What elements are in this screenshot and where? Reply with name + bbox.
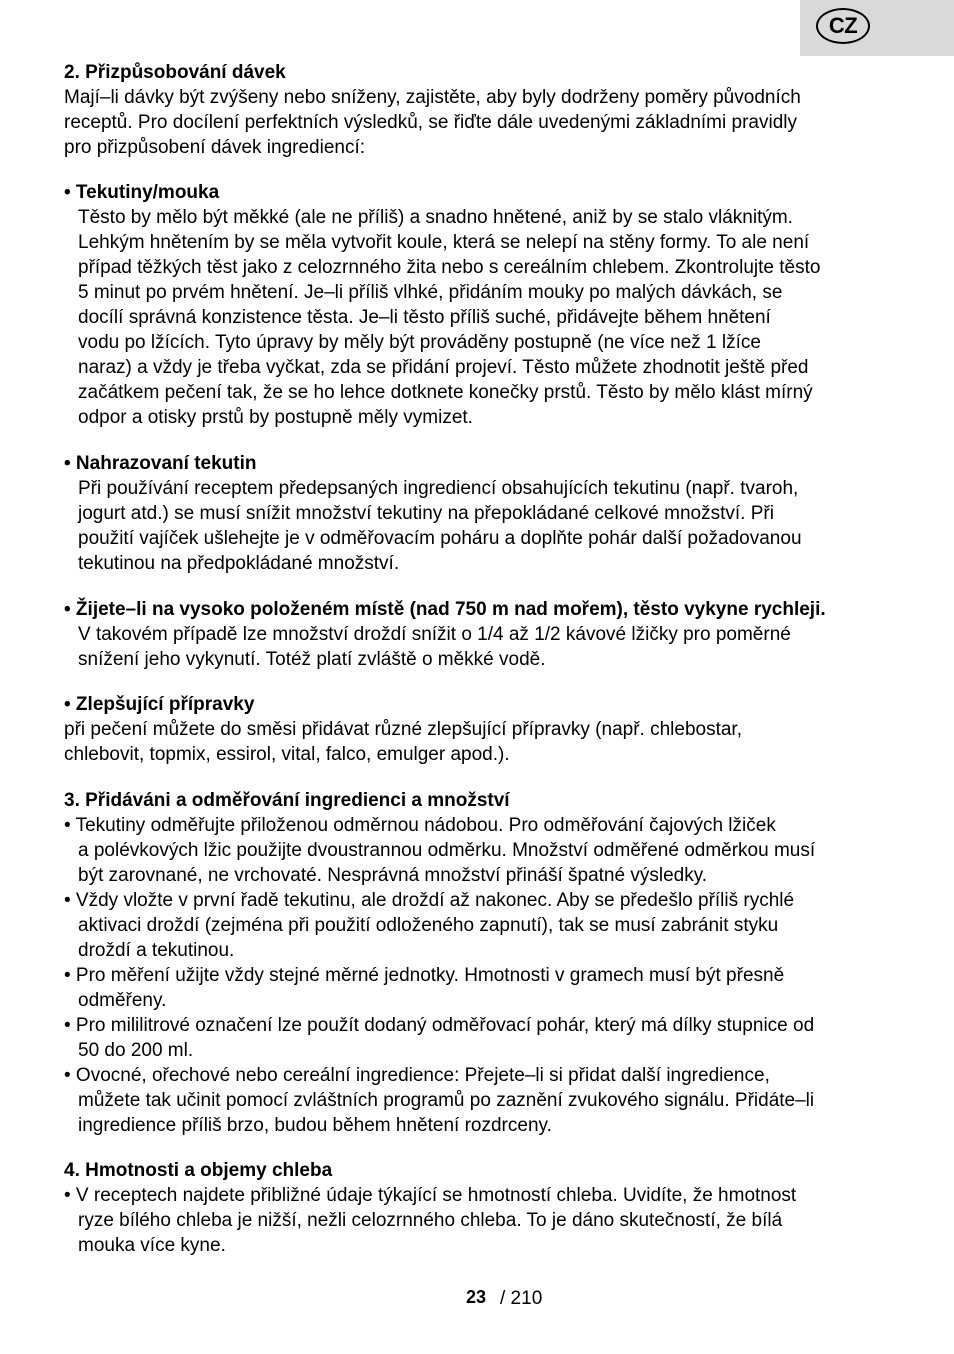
text-line: použití vajíček ušlehejte je v odměřovacím poháru a doplňte pohár další požadovanou xyxy=(78,528,802,549)
bullet-heading: • Žijete–li na vysoko položeném místě (nad 750 m nad mořem), těsto vykyne rychleji. xyxy=(64,599,826,620)
text-line: 5 minut po prvém hnětení. Je–li příliš vlhké, přidáním mouky po malých dávkách, se xyxy=(78,282,783,303)
bullet-item: • Vždy vložte v první řadě tekutinu, ale droždí až nakonec. Aby se předešlo příliš rychlé xyxy=(64,890,795,911)
language-badge: CZ xyxy=(816,8,870,44)
text-line: aktivaci droždí (zejména při použití odloženého zapnutí), tak se musí zabránit styku xyxy=(78,915,779,936)
text-line: naraz) a vždy je třeba vyčkat, zda se přidání projeví. Těsto můžete zhodnotit ještě před xyxy=(78,357,809,378)
text-line: mouka více kyne. xyxy=(78,1235,226,1256)
section-heading: 2. Přizpůsobování dávek xyxy=(64,62,286,83)
text-line: Mají–li dávky být zvýšeny nebo sníženy, zajistěte, aby byly dodrženy poměry původních xyxy=(64,87,801,108)
text-line: droždí a tekutinou. xyxy=(78,940,235,961)
text-line: 50 do 200 ml. xyxy=(78,1040,194,1061)
language-tab xyxy=(800,0,954,56)
text-line: při pečení můžete do směsi přidávat různé zlepšující přípravky (např. chlebostar, xyxy=(64,719,742,740)
text-line: pro přizpůsobení dávek ingrediencí: xyxy=(64,137,366,158)
text-line: začátkem pečení tak, že se ho lehce dotknete konečky prstů. Těsto by mělo klást mírný xyxy=(78,382,813,403)
text-line: docílí správná konzistence těsta. Je–li těsto příliš suché, přidávejte během hnětení xyxy=(78,307,771,328)
bullet-item: • Tekutiny odměřujte přiloženou odměrnou nádobou. Pro odměřování čajových lžiček xyxy=(64,815,776,836)
text-line: tekutinou na předpokládané množství. xyxy=(78,553,400,574)
text-line: ryze bílého chleba je nižší, nežli celozrnného chleba. To je dáno skutečností, že bílá xyxy=(78,1210,783,1231)
page-footer xyxy=(0,1286,954,1311)
bullet-item: • Pro měření užijte vždy stejné měrné jednotky. Hmotnosti v gramech musí být přesně xyxy=(64,965,785,986)
text-line: být zarovnané, ne vrchovaté. Nesprávná množství přináší špatné výsledky. xyxy=(78,865,708,886)
text-line: Lehkým hnětením by se měla vytvořit koule, která se nelepí na stěny formy. To ale není xyxy=(78,232,810,253)
text-line: odpor a otisky prstů by postupně měly vymizet. xyxy=(78,407,473,428)
text-line: případ těžkých těst jako z celozrnného žita nebo s cereálním chlebem. Zkontrolujte těsto xyxy=(78,257,821,278)
bullet-heading: • Nahrazovaní tekutin xyxy=(64,453,257,474)
bullet-item: • Pro mililitrové označení lze použít dodaný odměřovací pohár, který má dílky stupnice od xyxy=(64,1015,815,1036)
bullet-item: • V receptech najdete přibližné údaje týkající se hmotností chleba. Uvidíte, že hmotnost xyxy=(64,1185,797,1206)
text-line: Těsto by mělo být měkké (ale ne příliš) a snadno hnětené, aniž by se stalo vláknitým. xyxy=(78,207,793,228)
section-heading: 3. Přidáváni a odměřování ingredienci a množství xyxy=(64,790,510,811)
section-heading: 4. Hmotnosti a objemy chleba xyxy=(64,1160,333,1181)
text-line: odměřeny. xyxy=(78,990,167,1011)
text-line: můžete tak učinit pomocí zvláštních programů po zaznění zvukového signálu. Přidáte–li xyxy=(78,1090,815,1111)
bullet-heading: • Zlepšující přípravky xyxy=(64,694,255,715)
text-line: vodu po lžících. Tyto úpravy by měly být prováděny postupně (ne více než 1 lžíce xyxy=(78,332,761,353)
text-line: ingredience příliš brzo, budou během hnětení rozdrceny. xyxy=(78,1115,552,1136)
text-line: receptů. Pro docílení perfektních výsledků, se řiďte dále uvedenými základními pravidly xyxy=(64,112,797,133)
text-line: V takovém případě lze množství droždí snížit o 1/4 až 1/2 kávové lžičky pro poměrné xyxy=(78,624,791,645)
text-line: a polévkových lžic použijte dvoustrannou odměrku. Množství odměřené odměrkou musí xyxy=(78,840,816,861)
text-line: snížení jeho vykynutí. Totéž platí zvláště o měkké vodě. xyxy=(78,649,546,670)
text-line: Při používání receptem předepsaných ingrediencí obsahujících tekutinu (např. tvaroh, xyxy=(78,478,799,499)
bullet-heading: • Tekutiny/mouka xyxy=(64,182,220,203)
text-line: chlebovit, topmix, essirol, vital, falco, emulger apod.). xyxy=(64,744,510,765)
text-line: jogurt atd.) se musí snížit množství tekutiny na přepokládané celkové množství. Při xyxy=(78,503,774,524)
page-total: / 210 xyxy=(500,1288,543,1309)
page-number: 23 xyxy=(466,1287,487,1307)
bullet-item: • Ovocné, ořechové nebo cereální ingredience: Přejete–li si přidat další ingredience, xyxy=(64,1065,770,1086)
